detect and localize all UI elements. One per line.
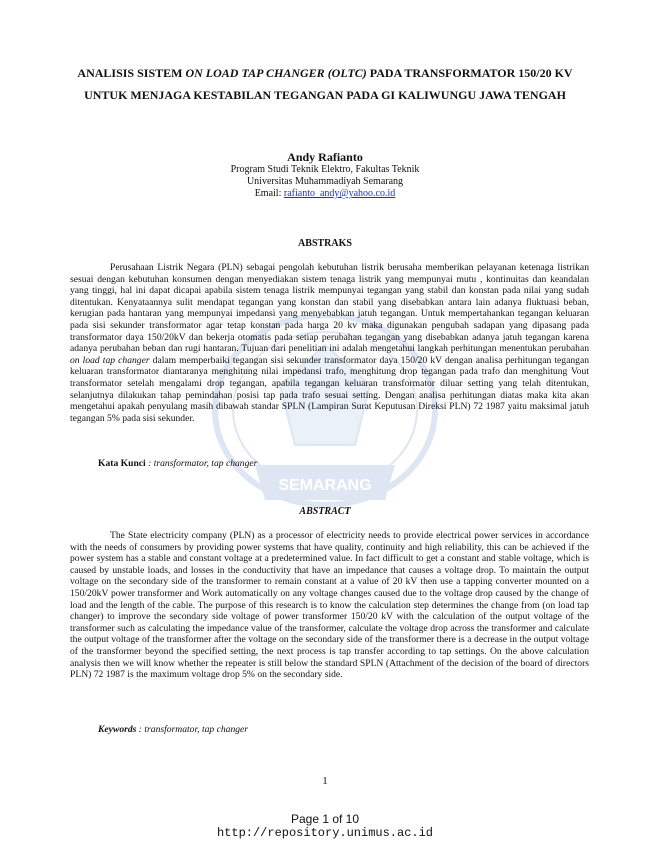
abstract-body: The State electricity company (PLN) as a processor of electricity needs to provide electrical power services in accordance with the needs of consumers by providing power systems that have quality, continuity and high reliability, this can be achieved if the power system has a stable and constant voltage at a predetermined value. In fact difficult to get a constant and stable voltage, which is caused by unstable loads, and losses in the conductivity that have an impedance that causes a voltage drop. To maintain the output voltage on the secondary side of the transformer to remain constant at a value of 20 kV then use a tapping converter mounted on a 150/20kV power transformer and Work automatically on any voltage changes caused due to the voltage drop caused by the change of load and the length of the cable. The purpose of this research is to know the calculation step determines the change from (on load tap changer) to improve the secondary side voltage of power transformer 150/20 kV with the calculation of the output voltage of the transformer such as calculating the impedance value of the transformer, calculate the voltage drop across the transformer and calculate the output voltage of the transformer after the voltage on the secondary side of the transformer there is a decrease in the output voltage of the transformer beyond the specified setting, the next process is tap transfer according to tap settings. On the above calculation analysis then we will know whether the repeater is still below the standard SPLN (Attachment of the decision of the board of directors PLN) 72 1987 is the maximum voltage drop 5% on the secondary side. xyxy=(70,530,589,681)
author-block xyxy=(0,150,650,200)
footer-repository-url[interactable]: http://repository.unimus.ac.id xyxy=(216,826,434,840)
page-number: 1 xyxy=(322,775,328,787)
abstrak-heading: ABSTRAKS xyxy=(298,238,352,249)
abstrak-keywords: Kata Kunci : transformator, tap changer xyxy=(98,458,258,469)
author-email-link[interactable]: rafianto_andy@yahoo.co.id xyxy=(283,188,396,199)
author-affiliation-university: Universitas Muhammadiyah Semarang xyxy=(246,176,404,187)
footer-page-indicator: Page 1 of 10 xyxy=(290,812,360,826)
author-affiliation-program: Program Studi Teknik Elektro, Fakultas Teknik xyxy=(230,164,420,175)
author-name: Andy Rafianto xyxy=(287,150,363,164)
watermark-text: SEMARANG xyxy=(278,477,372,494)
paper-title: ANALISIS SISTEM ON LOAD TAP CHANGER (OLTC) PADA TRANSFORMATOR 150/20 KV UNTUK MENJAGA KESTABILAN TEGANGAN PADA GI KALIWUNGU JAWA TENGAH xyxy=(77,66,573,102)
abstrak-body: Perusahaan Listrik Negara (PLN) sebagai pengolah kebutuhan listrik berusaha memberikan pelayanan ketenaga listrikan sesuai dengan kebutuhan konsumen dengan menyediakan sistem tenaga listrik yang mempunyai mutu , kontinuitas dan keandalan yang tinggi, hal ini dapat dicapai apabila sistem tenaga listrik mempunyai tegangan yang stabil dan konstan pada nilai yang sudah ditentukan. Kenyataannya sulit mendapat tegangan yang konstan dan stabil yang disebabkan antara lain adanya fluktuasi beban, kerugian pada hantaran yang mempunyai impedansi yang menyebabkan jatuh tegangan. Untuk mempertahankan tegangan keluaran pada sisi sekunder transformator agar tetap konstan pada harga 20 kv maka digunakan pengubah sadapan yang dipasang pada transformator daya 150/20kV dan bekerja otomatis pada setiap perubahan tegangan yang disebabkan adanya jatuh tegangan karena adanya perubahan beban dan rugi hantaran. Tujuan dari penelitian ini adalah mengetahui langkah perhitungan menentukan perubahan on load tap changer dalam memperbaiki tegangan sisi sekunder transformator daya 150/20 kV dengan analisa perhitungan tegangan keluaran transformator diantaranya menghitung nilai impedansi trafo, menghitung drop tegangan pada trafo dan menghitung Vout transformator setelah mengalami drop tegangan, apabila tegangan keluaran transformator diluar setting yang telah ditentukan, selanjutnya dilakukan tahap pemindahan posisi tap pada trafo sesuai setting. Dengan analisa perhitungan diatas maka kita akan mengetahui apakah penyulang masih dibawah standar SPLN (Lampiran Surat Keputusan Direksi PLN) 72 1987 yaitu maksimal jatuh tegangan 5% pada sisi sekunder. xyxy=(70,262,589,424)
author-email-line: Email: rafianto_andy@yahoo.co.id xyxy=(254,188,396,199)
abstract-keywords: Keywords : transformator, tap changer xyxy=(98,724,249,735)
abstract-heading: ABSTRACT xyxy=(299,506,351,517)
